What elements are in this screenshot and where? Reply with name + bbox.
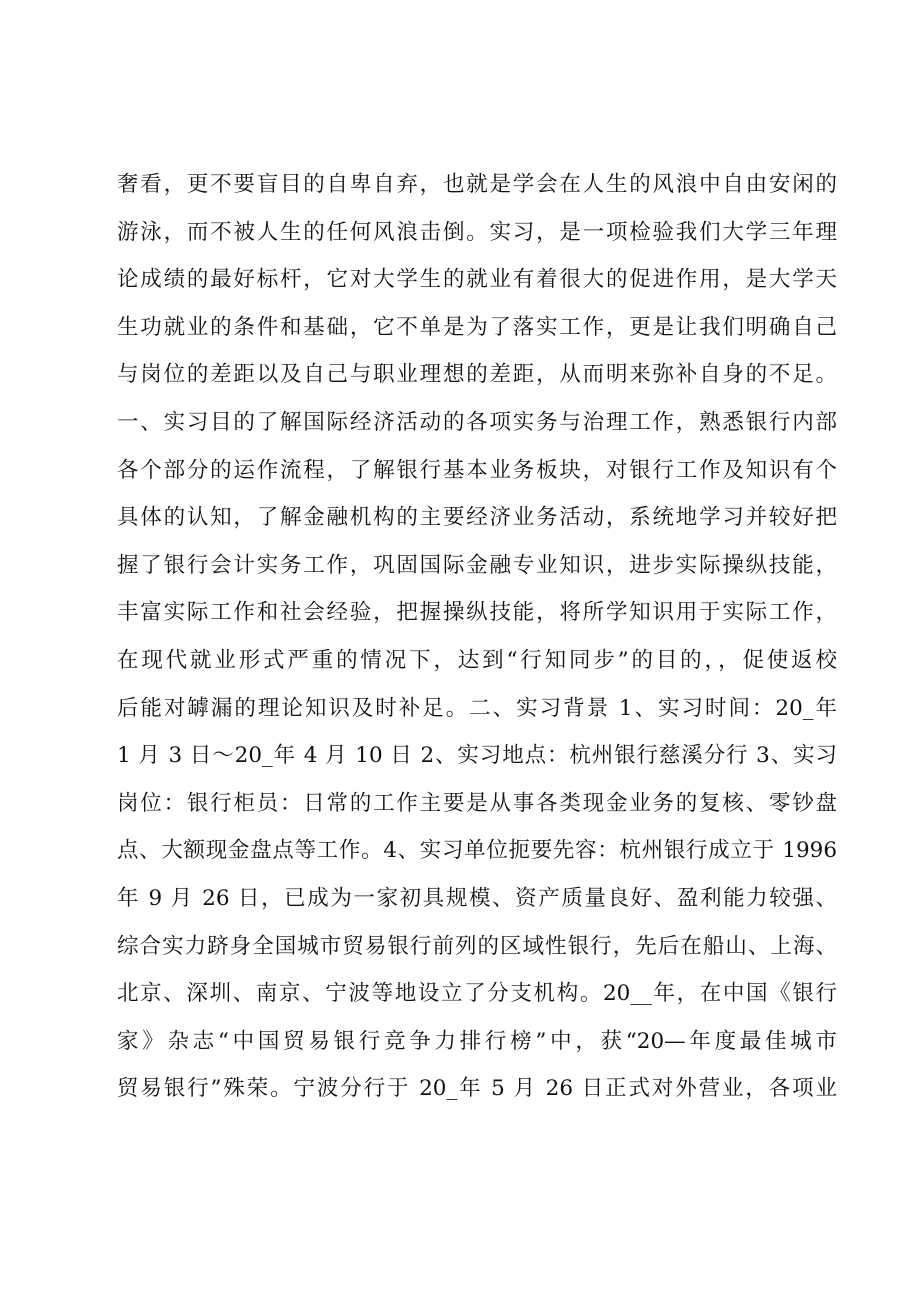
- text-line-14: 岗位：银行柜员：日常的工作主要是从事各类现金业务的复核、零钞盘: [117, 790, 837, 816]
- text-line-5: 与岗位的差距以及自己与职业理想的差距，从而明来弥补自身的不足。: [117, 362, 837, 388]
- text-line-4: 生功就业的条件和基础，它不单是为了落实工作，更是让我们明确自己: [117, 314, 837, 340]
- text-line-8: 具体的认知，了解金融机构的主要经济业务活动，系统地学习并较好把: [117, 505, 837, 531]
- text-line-17: 综合实力跻身全国城市贸易银行前列的区域性银行，先后在船山、上海、: [117, 933, 837, 959]
- text-line-7: 各个部分的运作流程，了解银行基本业务板块，对银行工作及知识有个: [117, 457, 837, 483]
- text-line-12: 后能对罅漏的理论知识及时补足。二、实习背景 1、实习时间：20_年: [117, 695, 837, 721]
- text-line-6: 一、实习目的了解国际经济活动的各项实务与治理工作，熟悉银行内部: [117, 409, 837, 435]
- text-line-1: 奢看，更不要盲目的自卑自弃，也就是学会在人生的风浪中自由安闲的: [117, 172, 837, 197]
- text-line-11: 在现代就业形式严重的情况下，达到“行知同步”的目的，，促使返校: [117, 647, 837, 673]
- text-line-20: 贸易银行”殊荣。宁波分行于 20_年 5 月 26 日正式对外营业，各项业: [117, 1076, 837, 1102]
- text-line-9: 握了银行会计实务工作，巩固国际金融专业知识，进步实际操纵技能，: [117, 552, 837, 578]
- text-line-13: 1 月 3 日～20_年 4 月 10 日 2、实习地点：杭州银行慈溪分行 3、实习: [117, 743, 837, 769]
- text-line-19: 家》杂志“中国贸易银行竞争力排行榜”中，获“20—年度最佳城市: [117, 1028, 837, 1054]
- text-line-18: 北京、深圳、南京、宁波等地设立了分支机构。20__年，在中国《银行: [117, 981, 837, 1007]
- body-text: [117, 161, 837, 1113]
- text-line-16: 年 9 月 26 日，已成为一家初具规模、资产质量良好、盈利能力较强、: [117, 885, 837, 911]
- text-line-2: 游泳，而不被人生的任何风浪击倒。实习，是一项检验我们大学三年理: [117, 219, 837, 245]
- text-line-3: 论成绩的最好标杆，它对大学生的就业有着很大的促进作用，是大学天: [117, 267, 837, 293]
- text-line-10: 丰富实际工作和社会经验，把握操纵技能，将所学知识用于实际工作，: [117, 600, 837, 626]
- text-line-15: 点、大额现金盘点等工作。4、实习单位扼要先容：杭州银行成立于 1996: [117, 838, 837, 864]
